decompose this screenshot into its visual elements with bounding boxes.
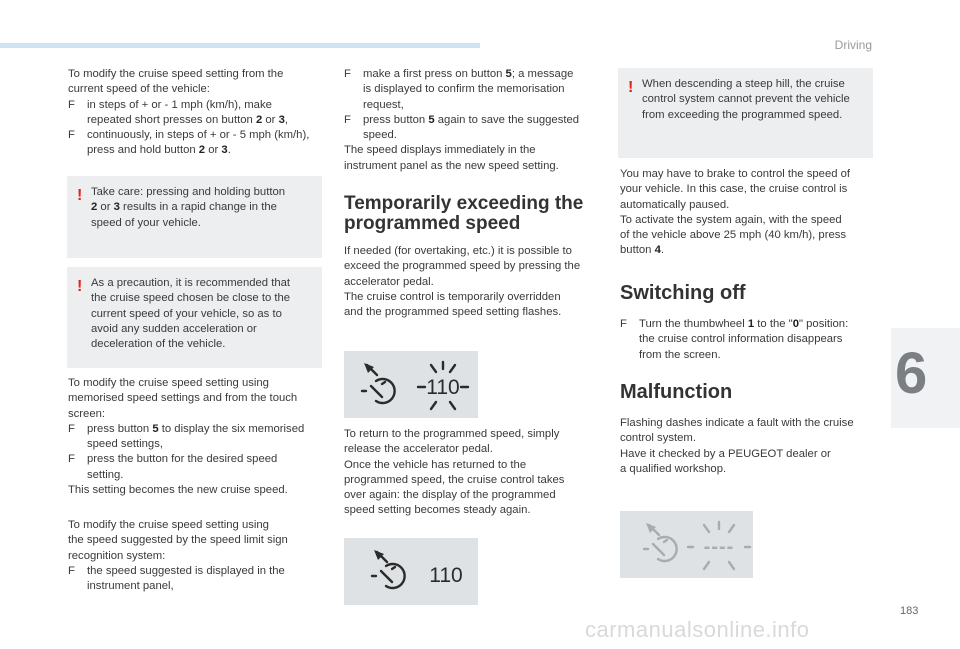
- warning-box: [67, 176, 322, 258]
- section-heading: Malfunction: [620, 381, 733, 403]
- cruise-steady-speed-illustration: [344, 538, 478, 605]
- cruise-fault-illustration: [620, 511, 753, 578]
- paragraph: Flashing dashes indicate a fault with the cruise control system. Have it checked by a PEUGEOT dealer or a qualified workshop.: [620, 417, 854, 475]
- bullet-icon: F: [68, 129, 75, 142]
- section-title: Driving: [834, 38, 872, 52]
- section-heading: Temporarily exceeding the programmed speed: [344, 193, 584, 234]
- warning-text: When descending a steep hill, the cruise control system cannot prevent the vehicle from exceeding the programmed speed.: [642, 78, 850, 121]
- paragraph: To modify the cruise speed setting using memorised speed settings and from the touch screen:: [68, 377, 298, 420]
- warning-text: Take care: pressing and holding button 2 or 3 results in a rapid change in the speed of your vehicle.: [91, 186, 286, 229]
- column-3-switching-off: [620, 283, 882, 363]
- column-3-braking: [620, 167, 882, 259]
- column-1-top: [68, 67, 328, 159]
- bullet-icon: F: [344, 68, 351, 80]
- bullet-icon: F: [68, 422, 75, 435]
- column-1-bottom: [68, 518, 330, 594]
- list-item: F continuously, in steps of + or - 5 mph (km/h), press and hold button 2 or 3.: [68, 129, 310, 157]
- warning-icon: !: [628, 79, 634, 96]
- paragraph: This setting becomes the new cruise speed.: [68, 484, 288, 497]
- paragraph: If needed (for overtaking, etc.) it is possible to exceed the programmed speed by pressing the accelerator pedal. The cruise control is temporarily overridden and the programmed speed setting flashes.: [344, 245, 581, 319]
- warning-icon: !: [77, 187, 83, 204]
- speed-value: 110: [426, 376, 460, 399]
- list-item: F press button 5 to display the six memorised speed settings,: [68, 422, 305, 451]
- paragraph: The speed displays immediately in the instrument panel as the new speed setting.: [344, 144, 559, 172]
- dashes-value: ----: [703, 536, 735, 558]
- list-item: F in steps of + or - 1 mph (km/h), make repeated short presses on button 2 or 3,: [68, 98, 288, 126]
- bullet-icon: F: [344, 113, 351, 126]
- list-item: F make a first press on button 5; a message is displayed to confirm the memorisation request,: [344, 68, 574, 111]
- paragraph: You may have to brake to control the speed of your vehicle. In this case, the cruise control is automatically paused. To activate the system again, with the speed of the vehicle above 25 mph (40 km/h), press button 4.: [620, 168, 851, 257]
- column-1-middle: [68, 376, 330, 498]
- column-3-malfunction: [620, 382, 882, 477]
- chapter-number: 6: [895, 341, 928, 406]
- list-item: F press button 5 again to save the suggested speed.: [344, 113, 580, 142]
- paragraph: To modify the cruise speed setting from the current speed of the vehicle:: [68, 68, 284, 96]
- bullet-icon: F: [68, 564, 75, 577]
- speedometer-icon: [344, 538, 478, 605]
- header-bar: [0, 43, 480, 48]
- bullet-icon: F: [620, 318, 627, 330]
- paragraph: To return to the programmed speed, simply release the accelerator pedal. Once the vehicle has returned to the programmed speed, the cruise control takes over again: the display of the programmed speed setting becomes steady again.: [344, 428, 565, 517]
- speed-value: 110: [429, 564, 463, 587]
- warning-box: [618, 68, 873, 158]
- cruise-flashing-speed-illustration: [344, 351, 478, 418]
- speedometer-fault-icon: [620, 511, 753, 578]
- warning-box: [67, 267, 322, 368]
- section-heading: Switching off: [620, 282, 746, 304]
- bullet-icon: F: [68, 453, 75, 466]
- column-2-return: [344, 427, 606, 519]
- column-2-top: [344, 67, 606, 174]
- warning-text: As a precaution, it is recommended that the cruise speed chosen be close to the current speed of your vehicle, so as to avoid any sudden acceleration or deceleration of the vehicle.: [91, 277, 291, 351]
- warning-icon: !: [77, 278, 83, 295]
- page-number: 183: [900, 605, 919, 617]
- paragraph: To modify the cruise speed setting using the speed suggested by the speed limit sign recognition system:: [68, 519, 288, 562]
- watermark: carmanualsonline.info: [585, 617, 810, 642]
- list-item: F Turn the thumbwheel 1 to the "0" position: the cruise control information disappears from the screen.: [620, 318, 849, 361]
- column-2-exceeding: [344, 194, 606, 320]
- list-item: F press the button for the desired speed setting.: [68, 453, 278, 481]
- list-item: F the speed suggested is displayed in the instrument panel,: [68, 564, 285, 593]
- speedometer-icon: [344, 351, 478, 418]
- bullet-icon: F: [68, 98, 75, 111]
